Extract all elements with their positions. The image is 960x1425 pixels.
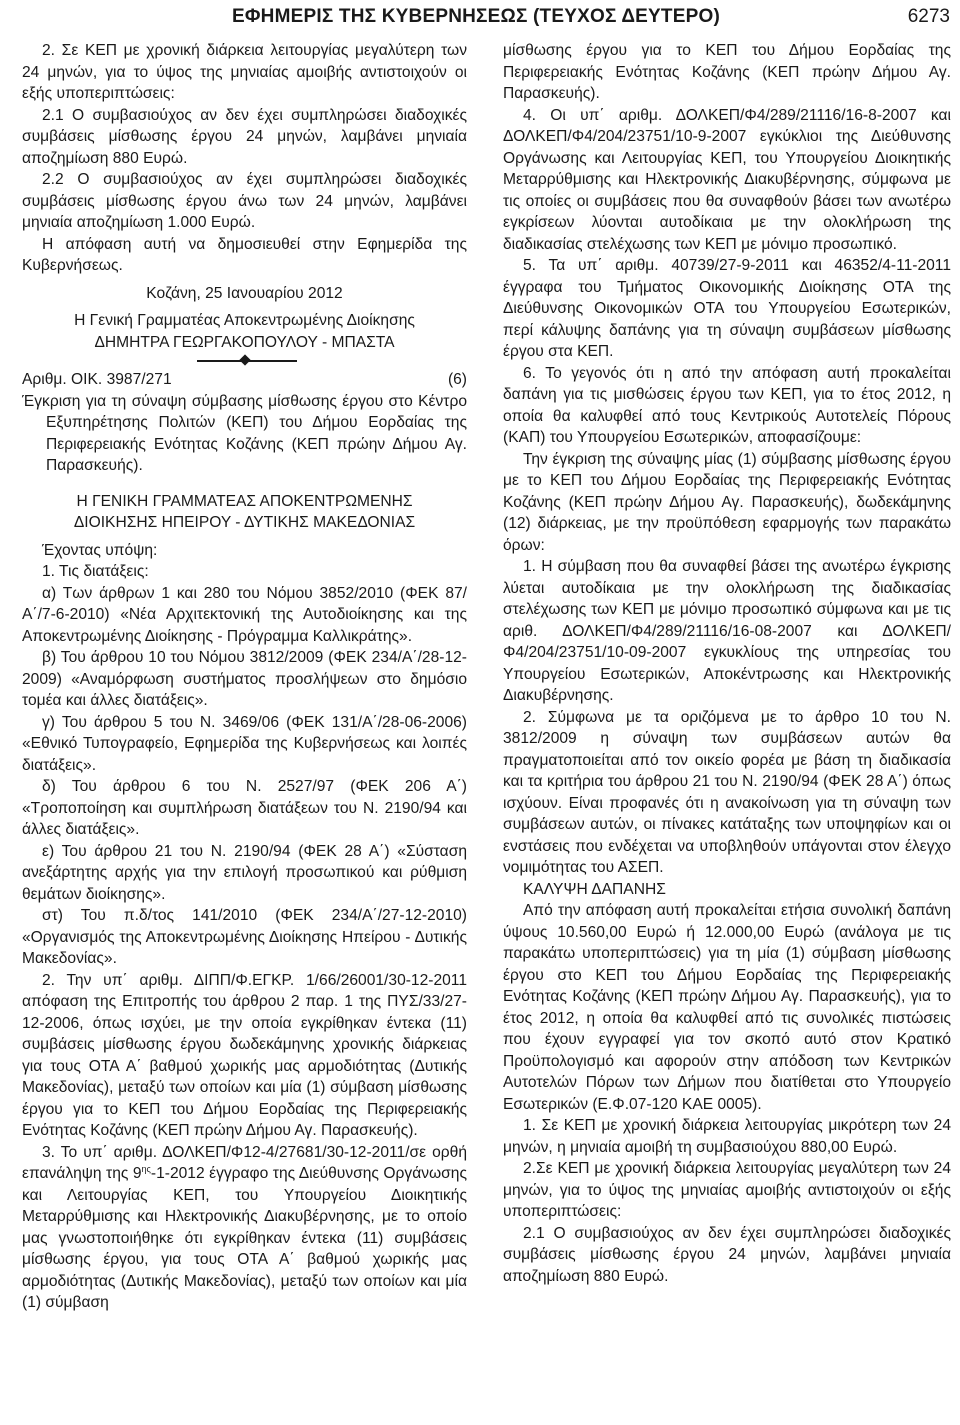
ref-index: (6) xyxy=(447,371,467,388)
superscript: ης xyxy=(141,1163,151,1174)
page-number: 6273 xyxy=(907,6,950,27)
paragraph: Η απόφαση αυτή να δημοσιευθεί στην Εφημερίδα της Κυβερνήσεως. xyxy=(22,235,467,274)
decision-ref xyxy=(22,369,467,391)
paragraph: β) Του άρθρου 10 του Νόμου 3812/2009 (ΦΕΚ 234/Α΄/28-12-2009) «Αναμόρφωση συστήματος προσλήψεων στο δημόσιο τομέα και άλλες διατάξεις». xyxy=(22,649,467,709)
signer-title: Η Γενική Γραμματέας Αποκεντρωμένης Διοίκησης xyxy=(74,312,415,329)
having-heading: Έχοντας υπόψη: xyxy=(42,541,158,559)
text-fragment: 3. Το υπ΄ αριθμ. ΔΟΛΚΕΠ/Φ12-4/27681/30-12-2011/σε ορθή επανάληψη της 9 xyxy=(22,1143,467,1182)
ref-number: Αριθμ. ΟΙΚ. 3987/271 xyxy=(22,371,172,388)
authority-line-2: ΔΙΟΙΚΗΣΗΣ ΗΠΕΙΡΟΥ - ΔΥΤΙΚΗΣ ΜΑΚΕΔΟΝΙΑΣ xyxy=(73,514,416,531)
paragraph: 2.Σε ΚΕΠ με χρονική διάρκεια λειτουργίας μεγαλύτερη των 24 μηνών, για το ύψος της μηνιαίας αμοιβής αντιστοιχούν οι εξής υποπεριπτώσεις: xyxy=(503,1160,951,1220)
authority-line-1: Η ΓΕΝΙΚΗ ΓΡΑΜΜΑΤΕΑΣ ΑΠΟΚΕΝΤΡΩΜΕΝΗΣ xyxy=(76,492,413,510)
page-header xyxy=(0,0,960,44)
paragraph: 1. Σε ΚΕΠ με χρονική διάρκεια λειτουργίας μικρότερη των 24 μηνών, η μηνιαία αμοιβή τη συμβασιούχου 880,00 Ευρώ. xyxy=(503,1117,951,1156)
paragraph: 2. Την υπ΄ αριθμ. ΔΙΠΠ/Φ.ΕΓΚΡ. 1/66/26001/30-12-2011 απόφαση της Επιτροπής του άρθρου 2 παρ. 1 της ΠΥΣ/33/27-12-2006, όπως ισχύει, με την οποία εγκρίθηκαν έντεκα (11) συμβάσεις μίσθωσης έργου δωδεκάμηνης χρονικής διάρκειας για τους ΟΤΑ Α΄ βαθμού χωρικής μας αρμοδιότητας (Δυτικής Μακεδονίας), μεταξύ των οποίων και μία (1) σύμβαση μίσθωσης έργου για το ΚΕΠ του Δήμου Εορδαίας της Περιφερειακής Ενότητας Κοζάνης (ΚΕΠ πρώην Δήμου Αγ. Παρασκευής). xyxy=(22,971,467,1139)
section-heading: ΚΑΛΥΨΗ ΔΑΠΑΝΗΣ xyxy=(523,880,666,898)
paragraph: 5. Τα υπ΄ αριθμ. 40739/27-9-2011 και 46352/4-11-2011 έγγραφα του Τμήματος Οικονομικής Διοίκησης ΟΤΑ της Διεύθυνσης Οικονομικών ΟΤΑ του Υπουργείου Εσωτερικών, περί κάλυψης δαπάνης για τη σύναψη συμβάσεων μίσθωσης έργου στα ΚΕΠ. xyxy=(503,257,951,360)
paragraph: 2. Σύμφωνα με τα οριζόμενα με το άρθρο 10 του Ν. 3812/2009 η σύναψη των συμβάσεων αυτών θα πραγματοποιείται από τον οικείο φορέα με βάση τη διαδικασία και τα κριτήρια του άρθρου 21 του Ν. 2190/94 (ΦΕΚ 28 Α΄) όπως ισχύουν. Είναι προφανές ότι η ανακοίνωση για τη σύναψη των συμβάσεων αυτών, οι πίνακες κατάταξης των υποψηφίων και οι ενστάσεις που ενδέχεται να υποβληθούν υπάγονται στον έλεγχο νομιμότητας του ΑΣΕΠ. xyxy=(503,708,951,876)
paragraph: μίσθωσης έργου για το ΚΕΠ του Δήμου Εορδαίας της Περιφερειακής Ενότητας Κοζάνης (ΚΕΠ πρώην Δήμου Αγ. Παρασκευής). xyxy=(503,42,951,102)
right-column xyxy=(503,40,951,1287)
diamond-icon xyxy=(239,354,250,365)
paragraph: 1. Η σύμβαση που θα συναφθεί βάσει της ανωτέρω έγκρισης λύεται αυτοδίκαια με την ολοκλήρωση της διαδικασίας στελέχωσης των ΚΕΠ με μόνιμο προσωπικό σύμφωνα και με τις αριθ. ΔΟΛΚΕΠ/Φ4/289/21116/16-08-2007 και ΔΟΛΚΕΠ/Φ4/204/23751/10-09-2007 εγκυκλίους της υπηρεσίας του Υπουργείου Εσωτερικών, Αποκέντρωσης και Ηλεκτρονικής Διακυβέρνησης. xyxy=(503,558,951,704)
paragraph: στ) Του π.δ/τος 141/2010 (ΦΕΚ 234/Α΄/27-12-2010) «Οργανισμός της Αποκεντρωμένης Διοίκησης Ηπείρου - Δυτικής Μακεδονίας». xyxy=(22,907,467,967)
paragraph: δ) Του άρθρου 6 του Ν. 2527/97 (ΦΕΚ 206 Α΄) «Τροποποίηση και συμπλήρωση διατάξεων του Ν. 2190/94 και άλλες διατάξεις». xyxy=(22,778,467,838)
paragraph: 2. Σε ΚΕΠ με χρονική διάρκεια λειτουργίας μεγαλύτερη των 24 μηνών, για το ύψος της μηνιαίας αμοιβής αντιστοιχούν οι εξής υποπεριπτώσεις: xyxy=(22,42,467,102)
paragraph: α) Των άρθρων 1 και 280 του Νόμου 3852/2010 (ΦΕΚ 87/Α΄/7-6-2010) «Νέα Αρχιτεκτονική της Αυτοδιοίκησης και της Αποκεντρωμένης Διοίκησης - Πρόγραμμα Καλλικράτης». xyxy=(22,584,467,645)
paragraph: Την έγκριση της σύναψης μίας (1) σύμβασης μίσθωσης έργου με το ΚΕΠ του Δήμου Εορδαίας της Περιφερειακής Ενότητας Κοζάνης (ΚΕΠ πρώην Δήμου Αγ. Παρασκευής), δωδεκάμηνης (12) διάρκειας, με την προϋπόθεση εφαρμογής των παρακάτω όρων: xyxy=(503,450,951,554)
paragraph: 2.2 Ο συμβασιούχος αν έχει συμπληρώσει διαδοχικές συμβάσεις μίσθωσης έργου άνω των 24 μηνών, λαμβάνει μηνιαία αποζημίωση 1.000 Ευρώ. xyxy=(22,171,467,231)
gazette-title: ΕΦΗΜΕΡΙΣ ΤΗΣ ΚΥΒΕΡΝΗΣΕΩΣ (ΤΕΥΧΟΣ ΔΕΥΤΕΡΟ) xyxy=(232,6,720,27)
paragraph: ε) Του άρθρου 21 του Ν. 2190/94 (ΦΕΚ 28 Α΄) «Σύσταση ανεξάρτητης αρχής για την επιλογή προσωπικού και ρύθμιση θεμάτων διοίκησης». xyxy=(22,842,467,903)
paragraph: 6. Το γεγονός ότι η από την απόφαση αυτή προκαλείται δαπάνη για τις μισθώσεις έργου των ΚΕΠ, για το έτος 2012, η οποία θα καλυφθεί από τους Κεντρικούς Αυτοτελείς Πόρους (ΚΑΠ) του Υπουργείου Εσωτερικών, αποφασίζουμε: xyxy=(503,364,951,446)
left-column xyxy=(22,40,467,1314)
paragraph xyxy=(22,1142,467,1314)
signer-name: ΔΗΜΗΤΡΑ ΓΕΩΡΓΑΚΟΠΟΥΛΟΥ - ΜΠΑΣΤΑ xyxy=(94,333,395,351)
paragraph: γ) Του άρθρου 5 του Ν. 3469/06 (ΦΕΚ 131/Α΄/28-06-2006) «Εθνικό Τυπογραφείο, Εφημερίδα της Κυβερνήσεως και λοιπές διατάξεις». xyxy=(22,713,467,774)
separator xyxy=(22,355,467,367)
text-fragment: -1-2012 έγγραφο της Διεύθυνσης Οργάνωσης και Λειτουργίας ΚΕΠ, του Υπουργείου Διοικητικής Μεταρρύθμισης και Ηλεκτρονικής Διακυβέρνησης, με το οποίο μας γνωστοποιήθηκε ότι εγκρίθηκαν έντεκα (11) συμβάσεις μίσθωσης έργου, για τους ΟΤΑ Α΄ βαθμού χωρικής μας αρμοδιότητας (Δυτικής Μακεδονίας), μεταξύ των οποίων και μία (1) σύμβαση xyxy=(22,1165,467,1311)
decision-subject: Έγκριση για τη σύναψη σύμβασης μίσθωσης έργου στο Κέντρο Εξυπηρέτησης Πολιτών (ΚΕΠ) του Δήμου Εορδαίας της Περιφερειακής Ενότητας Κοζάνης (ΚΕΠ πρώην Δήμου Αγ. Παρασκευής). xyxy=(22,392,467,474)
paragraph: 1. Τις διατάξεις: xyxy=(42,563,149,580)
place-date: Κοζάνη, 25 Ιανουαρίου 2012 xyxy=(146,284,343,302)
paragraph: 2.1 Ο συμβασιούχος αν δεν έχει συμπληρώσει διαδοχικές συμβάσεις μίσθωσης έργου 24 μηνών, λαμβάνει μηνιαία αποζημίωση 880 Ευρώ. xyxy=(503,1224,951,1285)
paragraph: Από την απόφαση αυτή προκαλείται ετήσια συνολική δαπάνη ύψους 10.560,00 Ευρώ ή 12.000,00 Ευρώ (ανάλογα με τις παρακάτω υποπεριπτώσεις) για τη μία (1) σύμβαση μίσθωσης έργου στο ΚΕΠ του Δήμου Εορδαίας της Περιφερειακής Ενότητας Κοζάνης (ΚΕΠ πρώην Δήμου Αγ. Παρασκευής), για το έτος 2012, η οποία θα καλυφθεί από τις συνολικές πιστώσεις που έχουν εγγραφεί για τον σκοπό αυτό στον Κρατικό Προϋπολογισμό και αφορούν στην απόδοση των Κεντρικών Αυτοτελών Πόρων των Δήμων που διατίθεται στο Υπουργείο Εσωτερικών (Ε.Φ.07-120 ΚΑΕ 0005). xyxy=(503,902,951,1113)
paragraph: 4. Οι υπ΄ αριθμ. ΔΟΛΚΕΠ/Φ4/289/21116/16-8-2007 και ΔΟΛΚΕΠ/Φ4/204/23751/10-9-2007 εγκύκλιοι της Διεύθυνσης Οργάνωσης και Λειτουργίας ΚΕΠ, του Υπουργείου Διοικητικής Μεταρρύθμισης και Ηλεκτρονικής Διακυβέρνησης, σύμφωνα με τις οποίες οι συμβάσεις που θα συναφθούν βάσει των ανωτέρω εγκρίσεων λύονται αυτοδίκαια με την ολοκλήρωση της διαδικασίας στελέχωσης των ΚΕΠ με μόνιμο προσωπικό. xyxy=(503,106,951,253)
paragraph: 2.1 Ο συμβασιούχος αν δεν έχει συμπληρώσει διαδοχικές συμβάσεις μίσθωσης έργου 24 μηνών, λαμβάνει μηνιαία αποζημίωση 880 Ευρώ. xyxy=(22,106,467,167)
